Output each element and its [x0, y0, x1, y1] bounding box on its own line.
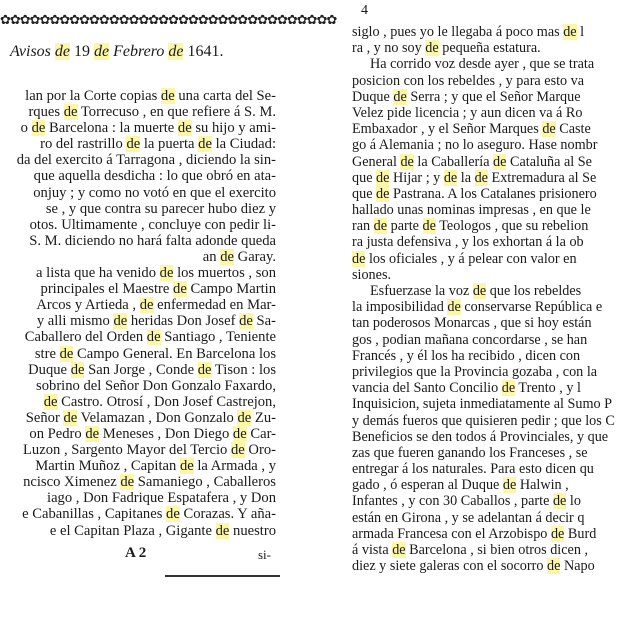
ornament-border: ✿✿✿✿✿✿✿✿✿✿✿✿✿✿✿✿✿✿✿✿✿✿✿✿✿✿✿✿✿✿✿✿✿✿ [0, 13, 337, 28]
text-line: la imposibilidad de conservarse República e [352, 299, 603, 316]
highlighted-de: de [352, 250, 366, 267]
highlighted-de: de [168, 43, 184, 60]
page-rule [165, 575, 280, 577]
highlighted-de: de [392, 542, 406, 558]
text-line: están en Girona , y se adelantan á decir q [352, 509, 585, 526]
text-line: onjuy ; y como no votó en que el exercito [33, 184, 276, 201]
text-line: Embaxador , y el Señor Marques de Caste [352, 121, 591, 138]
highlighted-de: de [472, 283, 487, 299]
highlighted-de: de [376, 185, 390, 202]
highlighted-de: de [126, 136, 141, 153]
highlighted-de: de [447, 299, 461, 316]
text-line: Duque de San Jorge , Conde de Tison : los [28, 361, 276, 378]
highlighted-de: de [63, 104, 78, 121]
text-line: a lista que ha venido de los muertos , son [36, 265, 276, 282]
document-title [10, 42, 223, 62]
highlighted-de: de [563, 24, 577, 40]
text-line: Velez pide licencia ; y aun dicen va á Ro [352, 104, 583, 121]
highlighted-de: de [400, 153, 414, 170]
highlighted-de: de [31, 120, 46, 137]
left-page-column [0, 88, 276, 539]
title-month: Febrero [109, 43, 169, 60]
text-line: Beneficios se den todos á Provinciales, y que [352, 428, 609, 445]
text-line: hallado unas nominas impresas , en que le [352, 202, 591, 219]
highlighted-de: de [54, 43, 70, 60]
text-line: Martin Muñoz , Capitan de la Armada , y [35, 458, 276, 475]
highlighted-de: de [502, 477, 517, 494]
highlighted-de: de [232, 425, 247, 442]
highlighted-de: de [160, 88, 175, 104]
text-line: siones. [352, 266, 392, 283]
text-line: gos , podian mañana concordarse , se han [352, 331, 588, 348]
text-line: lan por la Corte copias de una carta del Se- [25, 88, 276, 104]
highlighted-de: de [552, 493, 567, 510]
text-line: diez y siete galeras con el socorro de Napo [352, 558, 595, 575]
text-line: zas que fueren ganando los Franceses , se [352, 444, 588, 461]
highlighted-de: de [166, 506, 180, 523]
text-line: ncisco Ximenez de Samaniego , Caballeros [23, 474, 276, 491]
highlighted-de: de [146, 329, 161, 346]
text-line: que de Pastrana. A los Catalanes prisionero [352, 185, 597, 202]
highlighted-de: de [179, 458, 194, 475]
text-line: se , y que contra su parecer hubo diez y [45, 200, 276, 217]
text-line: principales el Maestre de Campo Martin [40, 281, 276, 298]
text-line: e el Capitan Plaza , Gigante de nuestro [49, 522, 276, 539]
text-line: y demás fueros que quisieren pedir ; que los C [352, 412, 615, 429]
text-line: ra , y no soy de pequeña estatura. [352, 40, 541, 57]
text-line: da del exercito á Tarragona , diciendo la sin- [16, 152, 276, 169]
text-line: ran de parte de Teologos , que su rebelion [352, 218, 589, 235]
highlighted-de: de [474, 169, 488, 186]
text-line: Francés , y él los ha recibido , dicen con [352, 347, 581, 364]
highlighted-de: de [231, 442, 245, 459]
text-line: iago , Don Fadrique Espatafera , y Don [47, 490, 276, 507]
highlighted-de: de [220, 248, 234, 265]
text-line: stre de Campo General. En Barcelona los [34, 345, 276, 362]
text-line: Caballero del Orden de Santiago , Teniente [24, 329, 276, 346]
highlighted-de: de [542, 121, 556, 138]
text-line: entregar á los naturales. Para esto dicen qu [352, 461, 594, 478]
text-line: Esfuerzase la voz de que los rebeldes [370, 283, 582, 299]
text-line: an de Garay. [202, 248, 276, 265]
right-page-column [352, 24, 630, 574]
text-line: go á Alemania ; no lo aseguro. Hase nombr [352, 137, 598, 154]
text-line: y alli mismo de heridas Don Josef de Sa- [36, 313, 276, 330]
highlighted-de: de [159, 265, 174, 282]
text-line: General de la Caballería de Cataluña al Se [352, 153, 592, 170]
text-line: Duque de Serra ; y que el Señor Marque [352, 88, 581, 105]
signature-mark: A 2 [125, 545, 147, 561]
text-line: rques de Torrecuso , en que refiere á S. M. [28, 104, 276, 121]
highlighted-de: de [550, 525, 565, 542]
highlighted-de: de [139, 297, 154, 314]
highlighted-de: de [237, 409, 252, 426]
text-line: vancia del Santo Concilio de Trento , y l [352, 380, 581, 397]
text-line: Luzon , Sargento Mayor del Tercio de Oro- [23, 442, 276, 459]
highlighted-de: de [59, 345, 74, 362]
title-text: Avisos [10, 43, 55, 60]
text-line: on Pedro de Meneses , Don Diego de Car- [29, 425, 276, 442]
text-line: tan poderosos Monarcas , que si hoy están [352, 315, 592, 332]
text-line: que aquella desdicha : lo que obró en ata- [33, 168, 276, 185]
text-line: que de Hijar ; y de la de Extremadura al Se [352, 169, 597, 186]
highlighted-de: de [177, 120, 192, 137]
title-year: 1641. [183, 43, 224, 60]
text-line: de Castro. Otrosí , Don Josef Castrejon, [43, 393, 276, 410]
highlighted-de: de [94, 43, 110, 60]
text-line: Señor de Velamazan , Don Gonzalo de Zu- [25, 409, 276, 426]
page-number: 4 [361, 3, 368, 18]
highlighted-de: de [493, 153, 507, 170]
highlighted-de: de [43, 393, 58, 410]
text-line: Inquisicion, sujeta inmediatamente al Sumo P [352, 396, 613, 413]
text-line: de los oficiales , y á pelear con valor en [352, 250, 577, 267]
text-line: á vista de Barcelona , si bien otros dicen , [352, 542, 589, 558]
highlighted-de: de [239, 313, 253, 330]
highlighted-de: de [70, 361, 85, 378]
highlighted-de: de [85, 425, 100, 442]
text-line: ro del rastrillo de la puerta de la Ciudad: [40, 136, 276, 153]
text-line: S. M. diciendo no hará falta adonde queda [29, 232, 276, 249]
highlighted-de: de [373, 218, 388, 235]
highlighted-de: de [393, 88, 407, 105]
highlighted-de: de [197, 361, 212, 378]
text-line: o de Barcelona : la muerte de su hijo y ami- [20, 120, 276, 137]
text-line: ra justa defensiva , y los exhortan á la ob [352, 234, 584, 251]
highlighted-de: de [63, 409, 78, 426]
text-line: siglo , pues yo le llegaba á poco mas de l [352, 24, 585, 40]
highlighted-de: de [113, 313, 128, 330]
highlighted-de: de [173, 281, 187, 298]
text-line: gado , ó esperan al Duque de Halwin , [352, 477, 569, 494]
catchword: si- [258, 547, 271, 562]
text-line: Infantes , y con 30 Caballos , parte de lo [352, 493, 581, 510]
highlighted-de: de [443, 169, 458, 186]
text-line: posicion con los rebeldes , y para esto va [352, 72, 585, 89]
highlighted-de: de [376, 169, 390, 186]
highlighted-de: de [198, 136, 212, 153]
highlighted-de: de [215, 522, 230, 539]
highlighted-de: de [422, 218, 436, 235]
text-line: Ha corrido voz desde ayer , que se trata [370, 56, 595, 73]
title-day: 19 [70, 43, 94, 60]
text-line: privilegios que la Provincia gozaba , con la [352, 363, 598, 380]
highlighted-de: de [425, 40, 439, 57]
highlighted-de: de [547, 558, 561, 575]
text-line: Arcos y Artieda , de enfermedad en Mar- [36, 297, 276, 314]
highlighted-de: de [501, 380, 516, 397]
text-line: e Cabanillas , Capitanes de Corazas. Y aña- [22, 506, 276, 523]
text-line: armada Francesa con el Arzobispo de Burd [352, 525, 597, 542]
highlighted-de: de [120, 474, 135, 491]
text-line: sobrino del Señor Don Gonzalo Faxardo, [36, 377, 276, 394]
text-line: otos. Ultimamente , concluye con pedir li- [29, 216, 276, 233]
